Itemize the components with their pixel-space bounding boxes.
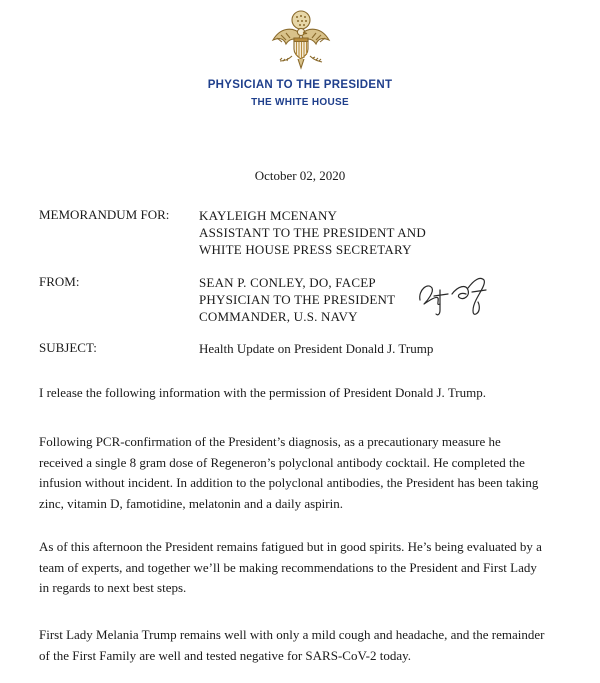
- handwritten-signature: [414, 270, 496, 320]
- memo-date: October 02, 2020: [254, 168, 346, 183]
- paragraph-line: First Lady Melania Trump remains well with only a mild cough and headache, and the remainder: [39, 627, 545, 642]
- recipient-line: KAYLEIGH MCENANY: [199, 208, 338, 223]
- memo-from-label: FROM:: [39, 274, 80, 289]
- memo-subject-label: SUBJECT:: [39, 340, 97, 355]
- memo-for-label: MEMORANDUM FOR:: [39, 207, 170, 222]
- paragraph-line: Following PCR-confirmation of the President’s diagnosis, as a precautionary measure he: [39, 434, 501, 449]
- paragraph-line: team of experts, and together we’ll be making recommendations to the President and First Lady: [39, 559, 537, 575]
- paragraph-line: of the First Family are well and tested negative for SARS-CoV-2 today.: [39, 647, 412, 663]
- body-paragraph: [39, 383, 569, 404]
- sender-line: PHYSICIAN TO THE PRESIDENT: [199, 292, 396, 307]
- memo-for-recipient: [199, 207, 426, 258]
- memo-from-sender: [199, 274, 395, 325]
- paragraph-line: received a single 8 gram dose of Regeneron’s polyclonal antibody cocktail. He completed the: [39, 454, 525, 470]
- office-title: PHYSICIAN TO THE PRESIDENT: [207, 79, 393, 91]
- paragraph-line: zinc, vitamin D, famotidine, melatonin and a daily aspirin.: [39, 495, 343, 511]
- body-paragraph: [39, 625, 569, 666]
- paragraph-line: in regards to next best steps.: [39, 580, 187, 595]
- paragraph-line: I release the following information with the permission of President Donald J. Trump.: [39, 385, 486, 400]
- memo-subject: Health Update on President Donald J. Trump: [199, 341, 434, 356]
- paragraph-line: As of this afternoon the President remains fatigued but in good spirits. He’s being evaluated by a: [39, 539, 542, 554]
- sender-line: SEAN P. CONLEY, DO, FACEP: [199, 275, 376, 290]
- office-subtitle: THE WHITE HOUSE: [251, 97, 349, 108]
- recipient-line: WHITE HOUSE PRESS SECRETARY: [199, 242, 412, 257]
- body-paragraph: [39, 432, 569, 514]
- body-paragraph: [39, 537, 569, 599]
- sender-line: COMMANDER, U.S. NAVY: [199, 309, 358, 324]
- paragraph-line: infusion without incident. In addition to the polyclonal antibodies, the President has been taking: [39, 475, 539, 490]
- recipient-line: ASSISTANT TO THE PRESIDENT AND: [199, 225, 426, 240]
- presidential-seal-icon: [268, 6, 334, 72]
